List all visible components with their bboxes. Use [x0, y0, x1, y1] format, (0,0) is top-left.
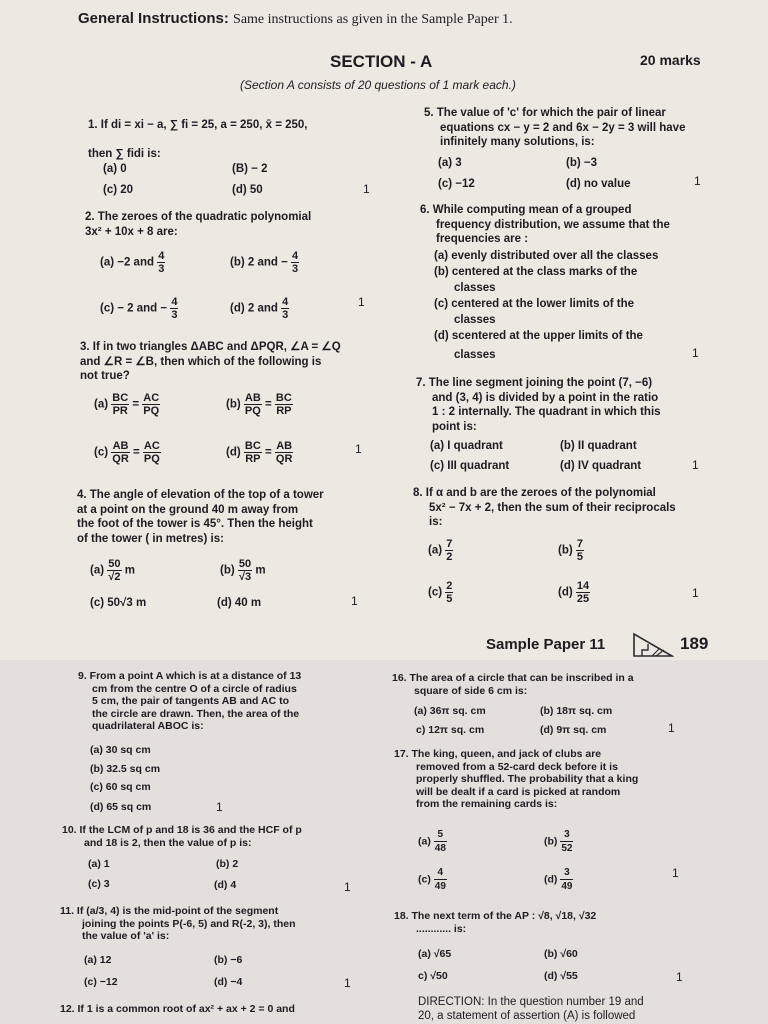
q9-option-b: (b) 32.5 sq cm — [90, 763, 161, 775]
q10-option-a: (a) 1 — [88, 858, 110, 870]
q16-option-b: (b) 18π sq. cm — [540, 705, 613, 717]
section-note: (Section A consists of 20 questions of 1 mark each.) — [240, 78, 516, 92]
q5-mark: 1 — [694, 174, 701, 188]
question-9: 9. From a point A which is at a distance of 13 cm from the centre O of a circle of radius 5 cm, the pair of tangents AB and AC to the circle are drawn. Then, the area of the quadrilateral ABOC is: — [78, 670, 302, 732]
q4-option-b: (b) $\frac{50}{√3}$ m — [220, 558, 266, 583]
q6-option-d-cont: classes — [454, 349, 496, 361]
q8-option-a: (a) $\frac{7}{2}$ — [428, 538, 453, 563]
q6-option-b-cont: classes — [454, 282, 496, 294]
q18-mark: 1 — [676, 970, 683, 984]
q6-option-c: (c) centered at the lower limits of the — [434, 298, 635, 310]
q6-option-b: (b) centered at the class marks of the — [434, 266, 638, 278]
q9-option-a: (a) 30 sq cm — [90, 744, 151, 756]
footer-title: Sample Paper 11 — [486, 636, 606, 653]
q10-mark: 1 — [344, 880, 351, 894]
q16-option-a: (a) 36π sq. cm — [414, 705, 486, 717]
q2-option-c: (c) − 2 and − $\frac{4}{3}$ — [100, 296, 178, 321]
q9-option-c: (c) 60 sq cm — [90, 781, 151, 793]
q7-option-b: (b) II quadrant — [560, 440, 637, 452]
q16-option-c: c) 12π sq. cm — [416, 724, 485, 736]
q10-option-c: (c) 3 — [88, 878, 110, 890]
question-5: 5. The value of 'c' for which the pair of linear equations cx − y = 2 and 6x − 2y = 3 will have infinitely many solutions, is: — [424, 107, 686, 148]
section-title: SECTION - A — [330, 52, 433, 71]
q7-mark: 1 — [692, 458, 699, 472]
q3-option-b: (b) $\frac{AB}{PQ}$ = $\frac{BC}{RP}$ — [226, 392, 292, 417]
q3-option-a: (a) $\frac{BC}{PR}$ = $\frac{AC}{PQ}$ — [94, 392, 160, 417]
q7-option-c: (c) III quadrant — [430, 460, 510, 472]
q1-mark: 1 — [363, 182, 370, 196]
question-4: 4. The angle of elevation of the top of a tower at a point on the ground 40 m away from the foot of the tower is 45°. Then the height of the tower ( in metres) is: — [77, 489, 324, 545]
q4-option-a: (a) $\frac{50}{√2}$ m — [90, 558, 135, 583]
question-2: 2. The zeroes of the quadratic polynomial 3x² + 10x + 8 are: — [85, 211, 312, 238]
q6-option-d: (d) scentered at the upper limits of the — [434, 330, 643, 342]
q1-option-a: (a) 0 — [103, 163, 127, 175]
q4-mark: 1 — [351, 594, 358, 608]
page-bottom — [0, 660, 768, 1024]
q5-option-d: (d) no value — [566, 178, 631, 190]
q5-option-b: (b) −3 — [566, 157, 597, 169]
q17-option-a: (a) $\frac{5}{48}$ — [418, 829, 446, 854]
q17-option-b: (b) $\frac{3}{52}$ — [544, 829, 573, 854]
q11-option-c: (c) −12 — [84, 976, 118, 988]
question-12: 12. If 1 is a common root of ax² + ax + 2 = 0 and — [60, 1003, 295, 1015]
q10-option-d: (d) 4 — [214, 879, 237, 891]
q8-option-d: (d) $\frac{14}{25}$ — [558, 580, 590, 605]
q17-mark: 1 — [672, 866, 679, 880]
q8-option-b: (b) $\frac{7}{5}$ — [558, 538, 584, 563]
question-17: 17. The king, queen, and jack of clubs are removed from a 52-card deck before it is properly shuffled. The probability that a king will be dealt if a card is picked at random from the remaining cards is: — [394, 748, 639, 810]
q1-option-d: (d) 50 — [232, 184, 263, 196]
question-11: 11. If (a/3, 4) is the mid-point of the segment joining the points P(-6, 5) and R(-2, 3), then the value of 'a' is: — [60, 905, 296, 942]
question-8: 8. If α and b are the zeroes of the polynomial 5x² − 7x + 2, then the sum of their reciprocals is: — [413, 487, 676, 528]
q2-option-b: (b) 2 and − $\frac{4}{3}$ — [230, 250, 299, 275]
q16-mark: 1 — [668, 721, 675, 735]
question-7: 7. The line segment joining the point (7, −6) and (3, 4) is divided by a point in the ratio 1 : 2 internally. The quadrant in which this point is: — [416, 377, 661, 433]
q8-mark: 1 — [692, 586, 699, 600]
q17-option-c: (c) $\frac{4}{49}$ — [418, 867, 446, 892]
q5-option-c: (c) −12 — [438, 178, 475, 190]
q7-option-a: (a) I quadrant — [430, 440, 503, 452]
q10-option-b: (b) 2 — [216, 858, 239, 870]
q9-mark: 1 — [216, 800, 223, 814]
q3-option-d: (d) $\frac{BC}{RP}$ = $\frac{AB}{QR}$ — [226, 440, 293, 465]
q5-option-a: (a) 3 — [438, 157, 462, 169]
q16-option-d: (d) 9π sq. cm — [540, 724, 607, 736]
q1-option-b: (B) − 2 — [232, 163, 268, 175]
section-marks: 20 marks — [640, 52, 701, 68]
q7-option-d: (d) IV quadrant — [560, 460, 642, 472]
question-3: 3. If in two triangles ΔABC and ΔPQR, ∠A = ∠Q and ∠R = ∠B, then which of the following is not true? — [80, 341, 341, 382]
instructions-text: Same instructions as given in the Sample Paper 1. — [233, 12, 513, 27]
q6-mark: 1 — [692, 346, 699, 360]
q18-option-c: c) √50 — [418, 970, 448, 982]
q9-option-d: (d) 65 sq cm — [90, 801, 152, 813]
stairs-logo-icon — [632, 630, 674, 658]
q4-option-c: (c) 50√3 m — [90, 597, 147, 609]
question-1: 1. If di = xi − a, ∑ fi = 25, a = 250, x̄ = 250, then ∑ fidi is: — [88, 119, 308, 160]
q1-option-c: (c) 20 — [103, 184, 134, 196]
q18-option-d: (d) √55 — [544, 970, 578, 982]
question-18: 18. The next term of the AP : √8, √18, √32 ............ is: — [394, 910, 597, 935]
q6-option-c-cont: classes — [454, 314, 496, 326]
q11-option-d: (d) −4 — [214, 976, 243, 988]
q18-option-a: (a) √65 — [418, 948, 452, 960]
question-10: 10. If the LCM of p and 18 is 36 and the HCF of p and 18 is 2, then the value of p is: — [62, 824, 302, 849]
question-6: 6. While computing mean of a grouped frequency distribution, we assume that the frequencies are : — [420, 204, 670, 245]
q18-option-b: (b) √60 — [544, 948, 578, 960]
q3-option-c: (c) $\frac{AB}{QR}$ = $\frac{AC}{PQ}$ — [94, 440, 160, 465]
q11-option-a: (a) 12 — [84, 954, 112, 966]
q4-option-d: (d) 40 m — [217, 597, 262, 609]
q2-option-d: (d) 2 and $\frac{4}{3}$ — [230, 296, 289, 321]
q11-mark: 1 — [344, 976, 351, 990]
footer-page-number: 189 — [680, 634, 709, 653]
instructions-label: General Instructions: — [78, 10, 229, 27]
q17-option-d: (d) $\frac{3}{49}$ — [544, 867, 573, 892]
direction-note: DIRECTION: In the question number 19 and 20, a statement of assertion (A) is followed — [418, 996, 644, 1022]
general-instructions — [78, 10, 513, 28]
q3-mark: 1 — [355, 442, 362, 456]
question-16: 16. The area of a circle that can be inscribed in a square of side 6 cm is: — [392, 672, 634, 697]
q6-option-a: (a) evenly distributed over all the classes — [434, 250, 659, 262]
q11-option-b: (b) −6 — [214, 954, 243, 966]
q8-option-c: (c) $\frac{2}{5}$ — [428, 580, 453, 605]
q2-option-a: (a) −2 and $\frac{4}{3}$ — [100, 250, 165, 275]
q2-mark: 1 — [358, 295, 365, 309]
